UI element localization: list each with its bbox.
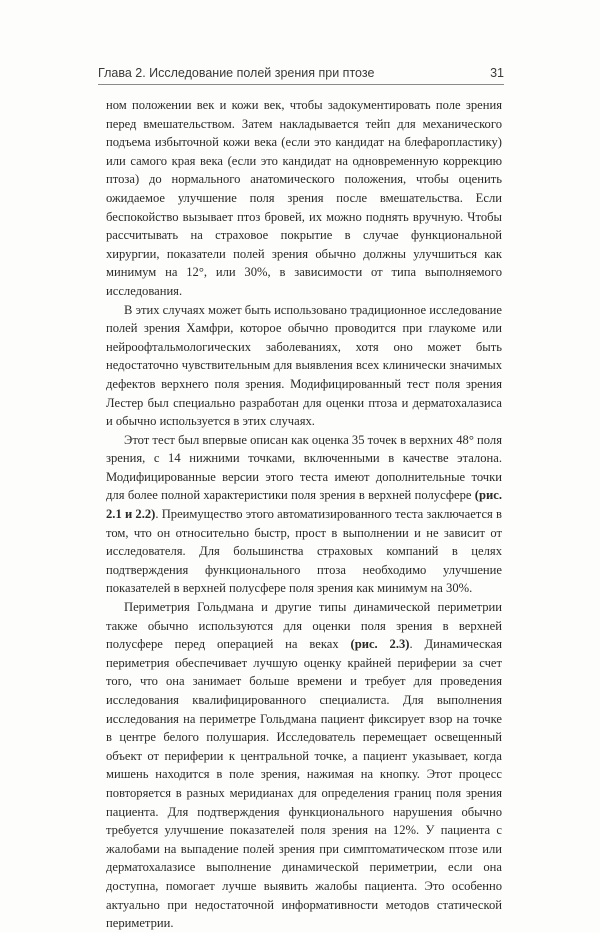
paragraph-text: Этот тест был впервые описан как оценка 35 точек в верхних 48° поля зрения, с 14 нижними точками, включенными в качестве эталона. Модифицированные версии этого теста имеют дополнительные точки для более полной характеристики поля зрения в верхней полусфере (106, 432, 502, 503)
paragraph (106, 431, 502, 598)
paragraph-text: Периметрия Гольдмана и другие типы динамической периметрии также обычно используются для оценки поля зрения в верхней полусфере перед операцией на веках (106, 600, 502, 652)
figure-reference: (рис. 2.1 и 2.2) (106, 488, 502, 522)
paragraph-text: . Преимущество этого автоматизированного теста заключается в том, что он относительно быстр, прост в выполнении и не зависит от исследователя. Для большинства страховых компаний в целях подтверждения функционального птоза необходимо улучшение показателей в верхней полусфере поля зрения как минимум на 30%. (106, 507, 502, 596)
body-text (106, 96, 502, 933)
paragraph-text: . Динамическая периметрия обеспечивает лучшую оценку крайней периферии за счет того, что она занимает больше времени и требует для проведения исследования квалифицированного специалиста. Для выполнения исследования на периметре Гольдмана пациент фиксирует взор на точке в центре белого полушария. Исследователь перемещает освещенный объект от периферии к центральной точке, а пациент указывает, когда мишень находится в поле зрения, нажимая на кнопку. Этот процесс повторяется в разных меридианах для определения границ поля зрения пациента. Для подтверждения функционального нарушения обычно требуется улучшение показателей поля зрения на 12%. У пациента с жалобами на выпадение полей зрения при симптоматическом птозе или дерматохалазисе выполнение динамической периметрии, если она доступна, помогает лучше выявить жалобы пациента. Это особенно актуально при недостаточной информативности методов статической периметрии. (106, 637, 502, 931)
figure-reference: (рис. 2.3) (350, 637, 410, 652)
paragraph (106, 598, 502, 933)
chapter-title: Глава 2. Исследование полей зрения при птозе (98, 66, 375, 80)
page-number: 31 (490, 66, 504, 80)
paragraph: В этих случаях может быть использовано традиционное исследование полей зрения Хамфри, которое обычно проводится при глаукоме или нейроофтальмологических заболеваниях, хотя оно может быть недостаточно чувствительным для выявления всех клинически значимых дефектов верхнего поля зрения. Модифицированный тест поля зрения Лестер был специально разработан для оценки птоза и дерматохалазиса и обычно используется в этих случаях. (106, 302, 502, 429)
header-rule (98, 84, 504, 85)
paragraph-continuation: ном положении век и кожи век, чтобы задокументировать поле зрения перед вмешательством. Затем накладывается тейп для механического подъема избыточной кожи века (если это кандидат на блефаропластику) или самого края века (если это кандидат на одновременную коррекцию птоза) до нормального анатомического положения, чтобы оценить ожидаемое улучшение поля зрения после вмешательства. Если беспокойство вызывает птоз бровей, их можно поднять вручную. Чтобы рассчитывать на страховое покрытие в случае функциональной хирургии, показатели полей зрения обычно должны улучшиться как минимум на 12°, или 30%, в зависимости от типа выполняемого исследования. (106, 98, 502, 298)
running-header (98, 66, 504, 80)
